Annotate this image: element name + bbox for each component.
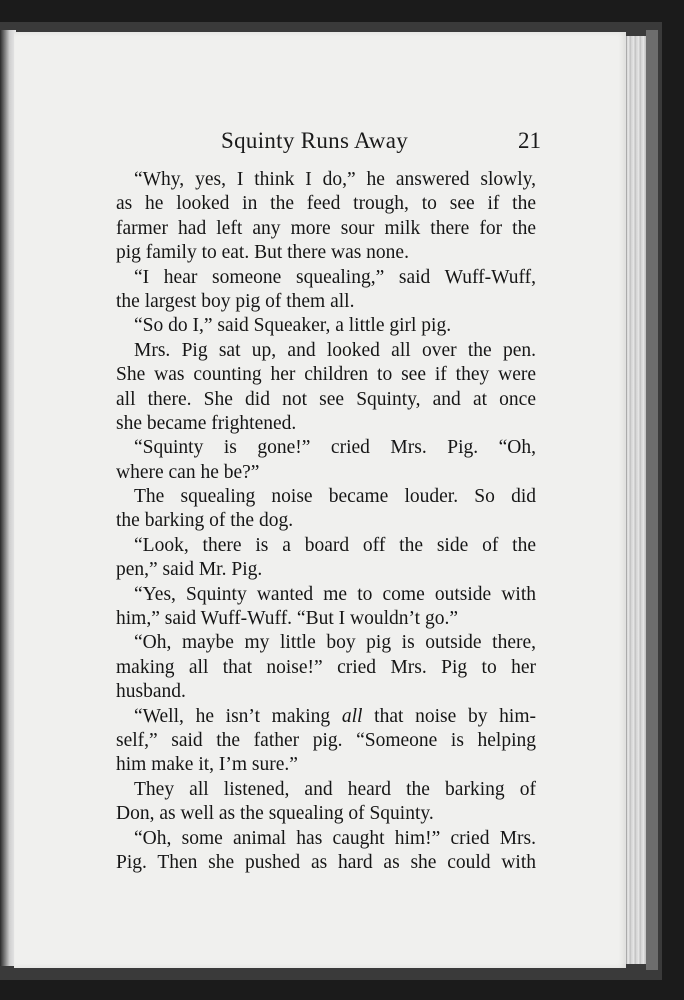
text-line: Pig. Then she pushed as hard as she could with xyxy=(116,851,536,873)
text-line: “Oh, some animal has caught him!” cried Mrs. xyxy=(134,827,536,849)
text-line: Don, as well as the squealing of Squinty. xyxy=(116,803,434,825)
text-line: “Why, yes, I think I do,” he answered slowly, xyxy=(134,169,536,190)
text-line: him make it, I’m sure.” xyxy=(116,754,298,776)
text-line: farmer had left any more sour milk there for the xyxy=(116,217,536,239)
running-title: Squinty Runs Away xyxy=(221,128,409,153)
body-text xyxy=(116,168,536,875)
text-line: “Look, there is a board off the side of the xyxy=(134,534,536,556)
text-line: where can he be?” xyxy=(116,461,260,483)
text-line: She was counting her children to see if they were xyxy=(116,364,536,386)
text-line: “So do I,” said Squeaker, a little girl pig. xyxy=(134,315,452,337)
text-line: “Oh, maybe my little boy pig is outside there, xyxy=(134,632,536,654)
text-line: husband. xyxy=(116,681,186,703)
text-line: the largest boy pig of them all. xyxy=(116,290,355,312)
text-line: making all that noise!” cried Mrs. Pig to her xyxy=(116,656,536,678)
page-header xyxy=(116,128,541,162)
text-line: “Yes, Squinty wanted me to come outside with xyxy=(134,583,536,605)
text-line: Mrs. Pig sat up, and looked all over the pen. xyxy=(134,339,536,361)
text-line: she became frightened. xyxy=(116,412,297,434)
text-line: self,” said the father pig. “Someone is helping xyxy=(116,729,536,751)
text-line: The squealing noise became louder. So did xyxy=(134,486,536,508)
text-line: as he looked in the feed trough, to see if the xyxy=(116,193,536,215)
text-line: “Squinty is gone!” cried Mrs. Pig. “Oh, xyxy=(134,437,536,459)
text-line: pig family to eat. But there was none. xyxy=(116,242,409,264)
text-line: him,” said Wuff-Wuff. “But I wouldn’t go.” xyxy=(116,608,458,630)
text-line: pen,” said Mr. Pig. xyxy=(116,559,263,581)
text-line: “Well, he isn’t making all that noise by him- xyxy=(134,705,536,727)
page-edges xyxy=(626,36,647,964)
text-line: They all listened, and heard the barking of xyxy=(134,778,536,800)
page-number: 21 xyxy=(518,128,541,153)
text-line: the barking of the dog. xyxy=(116,510,294,532)
text-line: all there. She did not see Squinty, and at once xyxy=(116,388,536,410)
book-cover-edge xyxy=(646,30,658,970)
text-line: “I hear someone squealing,” said Wuff-Wuff, xyxy=(134,266,536,288)
